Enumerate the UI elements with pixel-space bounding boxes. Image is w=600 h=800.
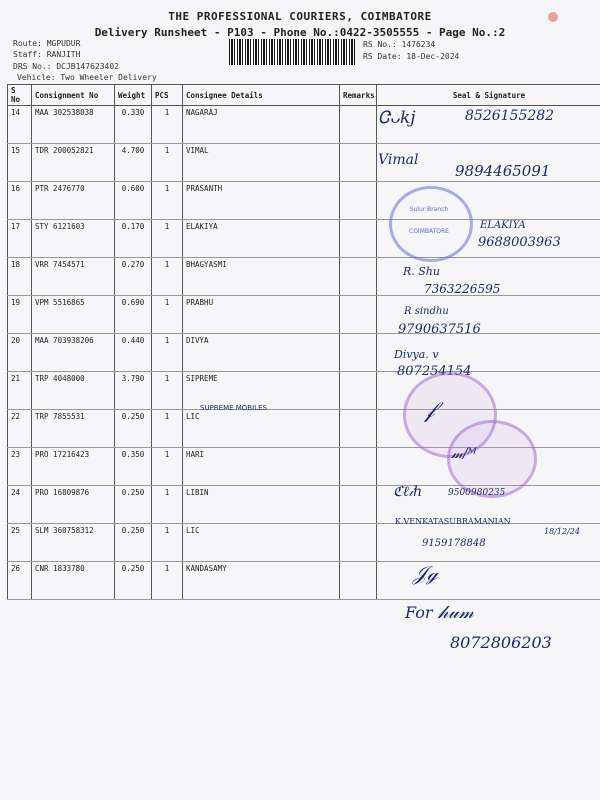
cell-consignment: PTR 2476770 xyxy=(32,182,115,220)
route: Route: MGPUDUR xyxy=(13,39,81,48)
cell-consignee: ELAKIYA xyxy=(183,220,340,258)
cell-consignment: VRR 7454571 xyxy=(32,258,115,296)
cell-pcs: 1 xyxy=(152,334,183,372)
cell-remarks xyxy=(340,220,377,258)
cell-weight: 0.250 xyxy=(115,562,152,600)
cell-pcs: 1 xyxy=(152,258,183,296)
cell-pcs: 1 xyxy=(152,144,183,182)
col-consignee: Consignee Details xyxy=(183,85,340,106)
staff: Staff: RANJITH xyxy=(13,50,81,59)
name-row-20: Divya. v xyxy=(394,348,439,361)
phone-row-23: 9500980235 xyxy=(448,488,506,498)
signature-row-25: 𝒥ℊ xyxy=(413,561,438,585)
cell-remarks xyxy=(340,372,377,410)
cell-sno: 15 xyxy=(8,144,32,182)
cell-pcs: 1 xyxy=(152,562,183,600)
company-title: THE PROFESSIONAL COURIERS, COIMBATORE xyxy=(168,10,432,23)
rs-date: RS Date: 18-Dec-2024 xyxy=(363,52,460,61)
cell-sno: 16 xyxy=(8,182,32,220)
cell-consignee: HARI xyxy=(183,448,340,486)
cell-consignee: NAGARAJ xyxy=(183,106,340,144)
cell-consignment: TDR 200052821 xyxy=(32,144,115,182)
cell-remarks xyxy=(340,144,377,182)
cell-pcs: 1 xyxy=(152,486,183,524)
cell-sno: 24 xyxy=(8,486,32,524)
col-signature: Seal & Signature xyxy=(377,85,600,106)
cell-consignee: PRASANTH xyxy=(183,182,340,220)
col-remarks: Remarks xyxy=(340,85,377,106)
phone-row-20: 807254154 xyxy=(397,364,472,379)
name-row-19: R sindhu xyxy=(404,306,449,317)
signature-row-21: 𝒻 xyxy=(425,398,435,423)
phone-row-19: 9790637516 xyxy=(398,322,481,337)
date-row-24: 18/12/24 xyxy=(544,527,580,536)
cell-sno: 21 xyxy=(8,372,32,410)
signature-row-23: ℭℓ𝒾ℎ xyxy=(393,484,423,500)
barcode xyxy=(229,39,355,65)
cell-consignment: SLM 360758312 xyxy=(32,524,115,562)
table-row xyxy=(8,334,600,372)
cell-sno: 14 xyxy=(8,106,32,144)
col-sno: S No xyxy=(8,85,32,106)
table-row xyxy=(8,258,600,296)
cell-consignee: LIC xyxy=(183,524,340,562)
cell-consignment: MAA 302538038 xyxy=(32,106,115,144)
cell-consignment: MAA 703938206 xyxy=(32,334,115,372)
phone-row-14: 8526155282 xyxy=(465,108,555,124)
table-row xyxy=(8,562,600,600)
cell-weight: 0.440 xyxy=(115,334,152,372)
cell-sno: 25 xyxy=(8,524,32,562)
cell-weight: 0.250 xyxy=(115,486,152,524)
cell-remarks xyxy=(340,296,377,334)
cell-pcs: 1 xyxy=(152,220,183,258)
runsheet-title: Delivery Runsheet - P103 - Phone No.:0422-3505555 - Page No.:2 xyxy=(94,26,506,39)
table-row xyxy=(8,182,600,220)
cell-consignment: TRP 7855531 xyxy=(32,410,115,448)
table-row xyxy=(8,524,600,562)
cell-weight: 0.250 xyxy=(115,410,152,448)
drs-number: DRS No.: DCJB147623402 xyxy=(13,62,119,71)
cell-remarks xyxy=(340,258,377,296)
cell-consignee: VIMAL xyxy=(183,144,340,182)
cell-remarks xyxy=(340,410,377,448)
phone-row-17: 9688003963 xyxy=(478,235,561,250)
cell-sno: 17 xyxy=(8,220,32,258)
table-row xyxy=(8,372,600,410)
cell-sno: 19 xyxy=(8,296,32,334)
cell-consignee: LIBIN xyxy=(183,486,340,524)
cell-remarks xyxy=(340,182,377,220)
cell-consignee: SIPREME xyxy=(183,372,340,410)
signature-row-14: Ꮳᴗkj xyxy=(378,108,416,128)
vehicle: Vehicle: Two Wheeler Delivery xyxy=(17,73,157,82)
cell-signature xyxy=(377,562,600,600)
cell-remarks xyxy=(340,486,377,524)
cell-consignee: PRABHU xyxy=(183,296,340,334)
cell-pcs: 1 xyxy=(152,106,183,144)
rs-number: RS No.: 1476234 xyxy=(363,40,436,49)
cell-sno: 22 xyxy=(8,410,32,448)
cell-pcs: 1 xyxy=(152,182,183,220)
cell-pcs: 1 xyxy=(152,448,183,486)
cell-consignment: PRO 17216423 xyxy=(32,448,115,486)
cell-weight: 0.170 xyxy=(115,220,152,258)
cell-sno: 23 xyxy=(8,448,32,486)
cell-remarks xyxy=(340,562,377,600)
cell-pcs: 1 xyxy=(152,524,183,562)
cell-remarks xyxy=(340,524,377,562)
name-row-17: ELAKIYA xyxy=(480,220,526,231)
table-header-row xyxy=(8,85,600,106)
cell-weight: 0.270 xyxy=(115,258,152,296)
note-row-21: SUPREME MOBILES xyxy=(200,404,267,412)
cell-remarks xyxy=(340,106,377,144)
phone-row-26: 8072806203 xyxy=(450,633,552,652)
name-row-26: For xyxy=(405,603,433,622)
name-row-24: K.VENKATASUBRAMANIAN xyxy=(395,517,511,526)
phone-row-18: 7363226595 xyxy=(424,282,501,296)
cell-consignment: CNR 1833780 xyxy=(32,562,115,600)
seal-stamp-sulur xyxy=(389,186,473,262)
signature-row-26: 𝒽𝓊𝓂 xyxy=(438,602,474,623)
col-pcs: PCS xyxy=(152,85,183,106)
cell-consignment: STY 6121603 xyxy=(32,220,115,258)
signature-row-22: 𝓂/ᴹ xyxy=(451,446,477,462)
cell-remarks xyxy=(340,448,377,486)
cell-consignee: BHAGYASMI xyxy=(183,258,340,296)
name-row-18: R. Shu xyxy=(403,265,440,278)
col-consignment: Consignment No xyxy=(32,85,115,106)
cell-sno: 18 xyxy=(8,258,32,296)
cell-weight: 0.350 xyxy=(115,448,152,486)
cell-weight: 3.790 xyxy=(115,372,152,410)
table-row xyxy=(8,296,600,334)
cell-consignee: KANDASAMY xyxy=(183,562,340,600)
cell-consignment: TRP 4048000 xyxy=(32,372,115,410)
seal-stamp-text-1: Sulur Branch xyxy=(409,206,449,213)
cell-consignment: PRO 16809876 xyxy=(32,486,115,524)
cell-pcs: 1 xyxy=(152,296,183,334)
cell-weight: 0.600 xyxy=(115,182,152,220)
col-weight: Weight xyxy=(115,85,152,106)
cell-pcs: 1 xyxy=(152,372,183,410)
cell-consignee: DIVYA xyxy=(183,334,340,372)
cell-pcs: 1 xyxy=(152,410,183,448)
cell-sno: 20 xyxy=(8,334,32,372)
cell-weight: 0.250 xyxy=(115,524,152,562)
cell-weight: 0.690 xyxy=(115,296,152,334)
seal-stamp-text-2: COIMBATORE xyxy=(409,228,449,235)
cell-consignee: LIC xyxy=(183,410,340,448)
cell-consignment: VPM 5516865 xyxy=(32,296,115,334)
cell-weight: 0.330 xyxy=(115,106,152,144)
cell-weight: 4.700 xyxy=(115,144,152,182)
name-row-15: Vimal xyxy=(378,152,419,168)
phone-row-24: 9159178848 xyxy=(422,538,486,549)
cell-remarks xyxy=(340,334,377,372)
phone-row-15: 9894465091 xyxy=(455,162,551,180)
cell-sno: 26 xyxy=(8,562,32,600)
